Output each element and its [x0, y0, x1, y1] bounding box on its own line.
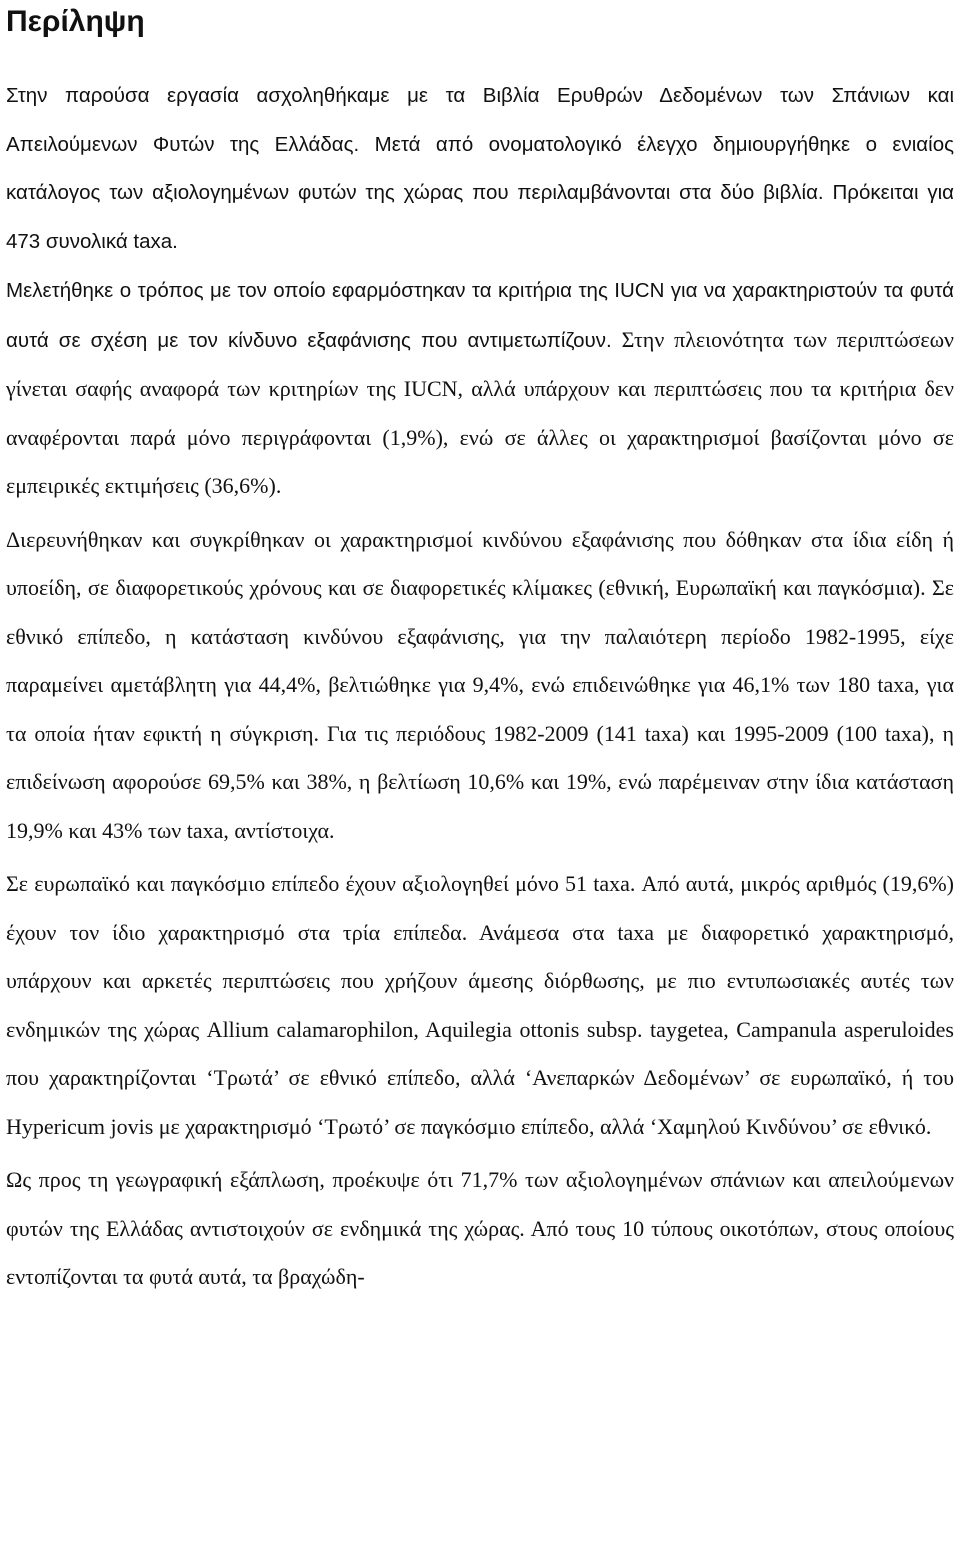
- page-title: Περίληψη: [6, 5, 145, 38]
- paragraph-iucn-criteria-body: Στην πλειονότητα των περιπτώσεων γίνεται σαφής αναφορά των κριτηρίων της IUCN, αλλά υπάρχουν και περιπτώσεις που τα κριτήρια δεν αναφέρονται παρά μόνο περιγράφονται (1,9%), ενώ σε άλλες οι χαρακτηρισμοί βασίζονται μόνο σε εμπειρικές εκτιμήσεις (36,6%).: [6, 326, 954, 498]
- document-page: [6, 0, 954, 1302]
- paragraph-iucn-criteria: [6, 266, 954, 511]
- paragraph-iucn-criteria-lead: Μελετήθηκε ο τρόπος με τον οποίο εφαρμόστηκαν τα κριτήρια της IUCN για να χαρακτηριστούν τα φυτά αυτά σε σχέση με τον κίνδυνο εξαφάνισης που αντιμετωπίζουν.: [6, 279, 954, 352]
- paragraph-geographic-distribution: Ως προς τη γεωγραφική εξάπλωση, προέκυψε ότι 71,7% των αξιολογημένων σπάνιων και απειλούμενων φυτών της Ελλάδας αντιστοιχούν σε ενδημικά της χώρας. Από τους 10 τύπους οικοτόπων, στους οποίους εντοπίζονται τα φυτά αυτά, τα βραχώδη-: [6, 1167, 954, 1289]
- paragraph-national-comparison: Διερευνήθηκαν και συγκρίθηκαν οι χαρακτηρισμοί κινδύνου εξαφάνισης που δόθηκαν στα ίδια είδη ή υποείδη, σε διαφορετικούς χρόνους και σε διαφορετικές κλίμακες (εθνική, Ευρωπαϊκή και παγκόσμια). Σε εθνικό επίπεδο, η κατάσταση κινδύνου εξαφάνισης, για την παλαιότερη περίοδο 1982-1995, είχε παραμείνει αμετάβλητη για 44,4%, βελτιώθηκε για 9,4%, ενώ επιδεινώθηκε για 46,1% των 180 taxa, για τα οποία ήταν εφικτή η σύγκριση. Για τις περιόδους 1982-2009 (141 taxa) και 1995-2009 (100 taxa), η επιδείνωση αφορούσε 69,5% και 38%, η βελτίωση 10,6% και 19%, ενώ παρέμειναν στην ίδια κατάσταση 19,9% και 43% των taxa, αντίστοιχα.: [6, 526, 954, 843]
- paragraph-intro: Στην παρούσα εργασία ασχοληθήκαμε με τα Βιβλία Ερυθρών Δεδομένων των Σπάνιων και Απειλούμενων Φυτών της Ελλάδας. Μετά από ονοματολογικό έλεγχο δημιουργήθηκε ο ενιαίος κατάλογος των αξιολογημένων φυτών της χώρας που περιλαμβάνονται στα δύο βιβλία. Πρόκειται για 473 συνολικά taxa.: [6, 84, 954, 253]
- paragraph-european-global: Σε ευρωπαϊκό και παγκόσμιο επίπεδο έχουν αξιολογηθεί μόνο 51 taxa. Από αυτά, μικρός αριθμός (19,6%) έχουν τον ίδιο χαρακτηρισμό στα τρία επίπεδα. Ανάμεσα στα taxa με διαφορετικό χαρακτηρισμό, υπάρχουν και αρκετές περιπτώσεις που χρήζουν άμεσης διόρθωσης, με πιο εντυπωσιακές αυτές των ενδημικών της χώρας Allium calamarophilon, Aquilegia ottonis subsp. taygetea, Campanula asperuloides που χαρακτηρίζονται ‘Τρωτά’ σε εθνικό επίπεδο, αλλά ‘Ανεπαρκών Δεδομένων’ σε ευρωπαϊκό, ή του Hypericum jovis με χαρακτηρισμό ‘Τρωτό’ σε παγκόσμιο επίπεδο, αλλά ‘Χαμηλού Κινδύνου’ σε εθνικό.: [6, 871, 954, 1139]
